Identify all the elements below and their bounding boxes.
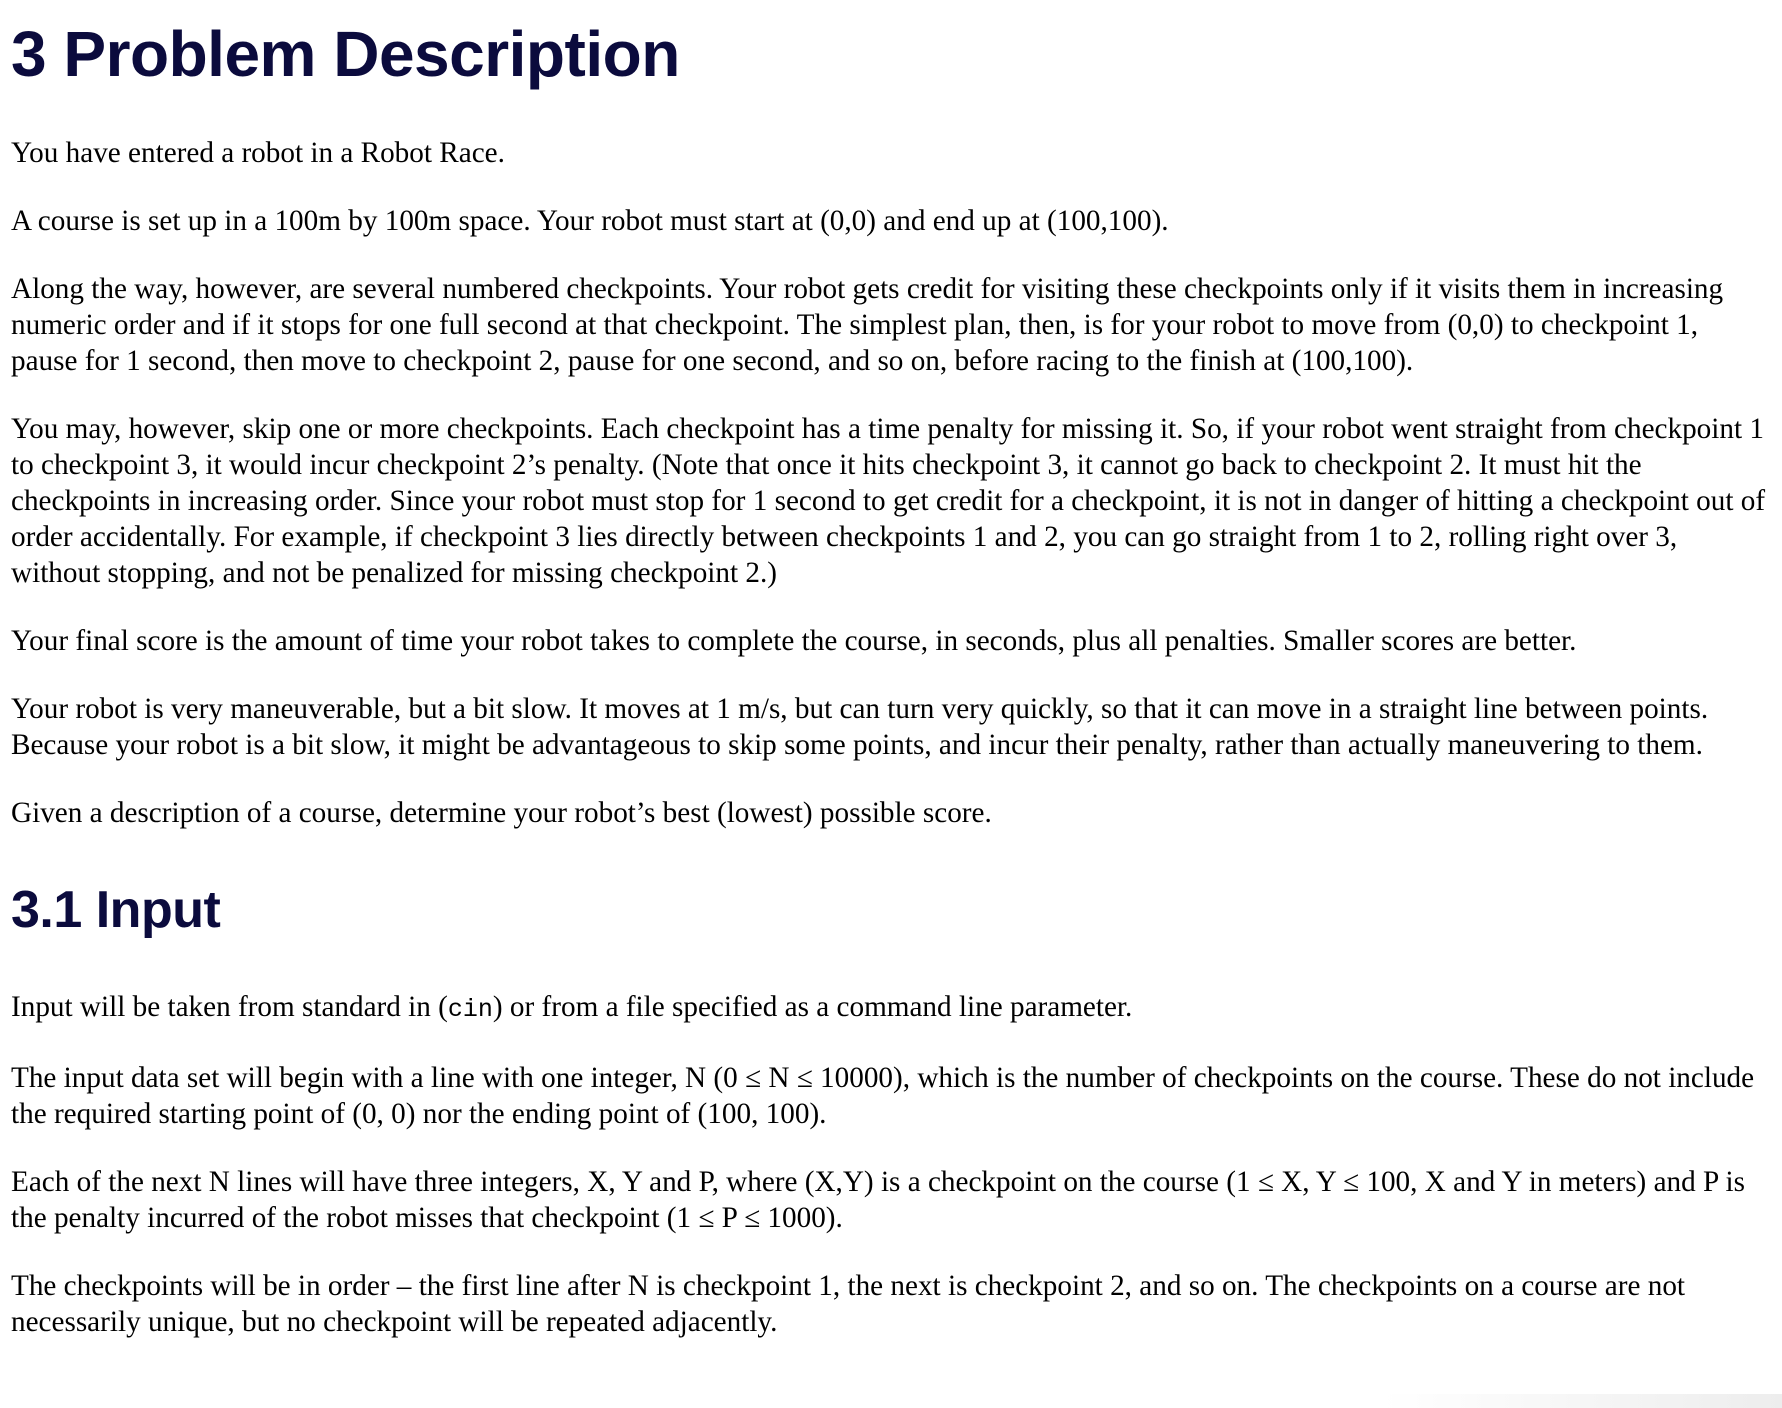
paragraph-input-lines	[11, 1164, 1766, 1236]
text-segment: ), which is the number of checkpoints on the course. These do not include the required starting point of (0, 0) nor the ending point of (100, 100).	[11, 1062, 1755, 1130]
math-xy-range: 1 ≤ X, Y ≤ 100	[1235, 1166, 1411, 1198]
text-segment: Each of the next N lines will have three integers, X, Y and P, where (X,Y) is a checkpoint on the course (	[11, 1166, 1236, 1198]
text-segment: Input will be taken from standard in (	[11, 991, 448, 1023]
paragraph-skip: You may, however, skip one or more checkpoints. Each checkpoint has a time penalty for missing it. So, if your robot went straight from checkpoint 1 to checkpoint 3, it would incur checkpoint 2’s penalty. (Note that once it hits checkpoint 3, it cannot go back to checkpoint 2. It must hit the checkpoints in increasing order. Since your robot must stop for 1 second to get credit for a checkpoint, it is not in danger of hitting a checkpoint out of order accidentally. For example, if checkpoint 3 lies directly between checkpoints 1 and 2, you can go straight from 1 to 2, rolling right over 3, without stopping, and not be penalized for missing checkpoint 2.)	[11, 413, 1766, 589]
document-page	[11, 0, 1766, 1340]
paragraph-input-n	[11, 1060, 1766, 1132]
subsection-heading: 3.1 Input	[11, 881, 221, 939]
paragraph-input-source	[11, 989, 1766, 1028]
math-n-range: 0 ≤ N ≤ 10000	[723, 1062, 894, 1094]
paragraph-input-order: The checkpoints will be in order – the first line after N is checkpoint 1, the next is checkpoint 2, and so on. The checkpoints on a course are not necessarily unique, but no checkpoint will be repeated adjacently.	[11, 1270, 1686, 1338]
text-segment: ).	[825, 1202, 843, 1234]
text-segment: ) or from a file specified as a command line parameter.	[492, 991, 1133, 1023]
math-p-range: 1 ≤ P ≤ 1000	[676, 1202, 826, 1234]
paragraph-checkpoints: Along the way, however, are several numbered checkpoints. Your robot gets credit for visiting these checkpoints only if it visits them in increasing numeric order and if it stops for one full second at that checkpoint. The simplest plan, then, is for your robot to move from (0,0) to checkpoint 1, pause for 1 second, then move to checkpoint 2, pause for one second, and so on, before racing to the finish at (100,100).	[11, 273, 1724, 377]
paragraph-intro: You have entered a robot in a Robot Race.	[11, 137, 505, 169]
paragraph-speed: Your robot is very maneuverable, but a bit slow. It moves at 1 m/s, but can turn very quickly, so that it can move in a straight line between points. Because your robot is a bit slow, it might be advantageous to skip some points, and incur their penalty, rather than actually maneuvering to them.	[11, 693, 1709, 761]
paragraph-score: Your final score is the amount of time your robot takes to complete the course, in seconds, plus all penalties. Smaller scores are better.	[11, 625, 1577, 657]
text-segment: , X and Y in meters) and P is the penalty incurred of the robot misses that checkpoint (	[11, 1166, 1745, 1234]
paragraph-task: Given a description of a course, determine your robot’s best (lowest) possible score.	[11, 797, 992, 829]
code-cin: cin	[447, 995, 493, 1024]
paragraph-course: A course is set up in a 100m by 100m space. Your robot must start at (0,0) and end up at (100,100).	[11, 205, 1169, 237]
text-segment: The input data set will begin with a line with one integer, N (	[11, 1062, 724, 1094]
bottom-shadow	[1382, 1394, 1782, 1408]
section-heading: 3 Problem Description	[11, 18, 680, 90]
